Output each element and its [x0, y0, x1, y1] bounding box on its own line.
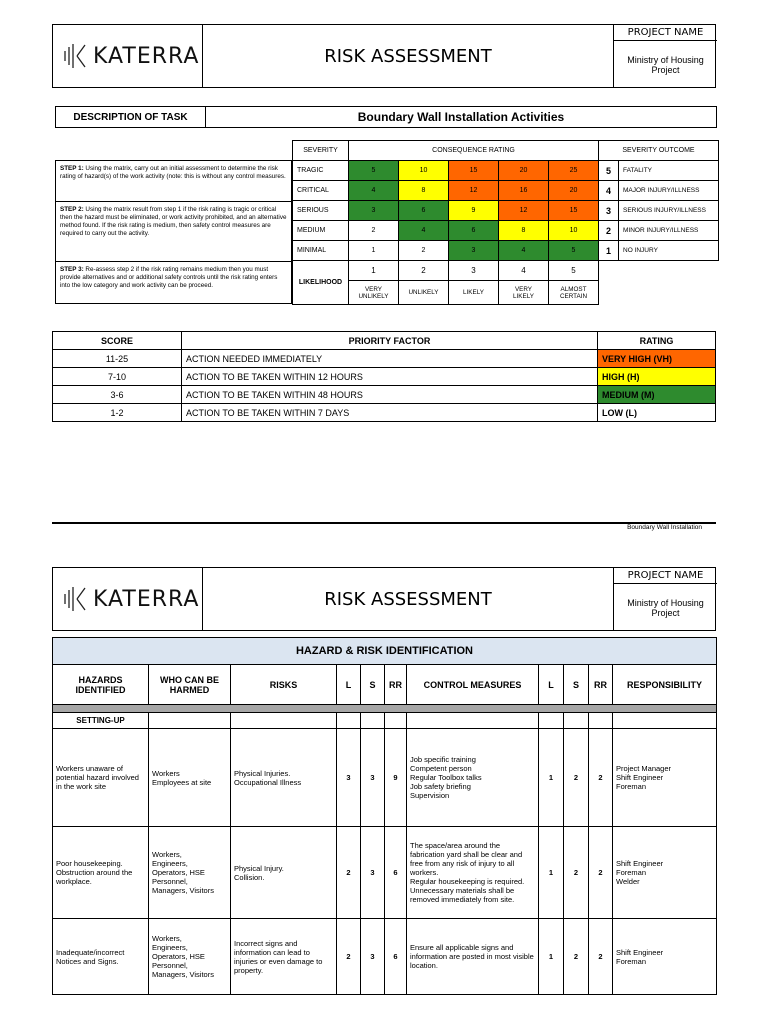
- steps-list: [55, 160, 292, 304]
- likelihood-num: 2: [399, 261, 449, 281]
- score-cell: 1-2: [53, 404, 182, 422]
- step-2-text: Using the matrix result from step 1 if the risk rating is tragic or critical then the hazard must be eliminated, or work activity prohibited, and an alternative method found. If the risk rating is medium, then safety control measures are required to carry out the activity.: [60, 206, 287, 237]
- severity-label: SERIOUS: [293, 201, 349, 221]
- project-name-value: Ministry of Housing Project: [627, 597, 704, 618]
- risks-cell: Physical Injuries. Occupational Illness: [231, 729, 337, 827]
- project-name-box: [613, 25, 717, 87]
- project-name-label: PROJECT NAME: [614, 568, 717, 584]
- page-title: RISK ASSESSMENT: [324, 45, 492, 67]
- matrix-cell: 4: [399, 221, 449, 241]
- matrix-cell: 3: [449, 241, 499, 261]
- logo-text: KATERRA: [93, 586, 200, 612]
- likelihood-word: UNLIKELY: [399, 281, 449, 305]
- hazard-title: HAZARD & RISK IDENTIFICATION: [53, 638, 717, 665]
- rr-cell: 6: [385, 827, 407, 919]
- rating-cell: VERY HIGH (VH): [598, 350, 716, 368]
- severity-label: MEDIUM: [293, 221, 349, 241]
- outcome-num: 5: [599, 161, 619, 181]
- l-cell: 3: [337, 729, 361, 827]
- matrix-cell: 20: [549, 181, 599, 201]
- factor-cell: ACTION TO BE TAKEN WITHIN 7 DAYS: [182, 404, 598, 422]
- project-name-value: Ministry of Housing Project: [627, 54, 704, 75]
- step-2-title: STEP 2:: [60, 206, 84, 213]
- likelihood-label: LIKELIHOOD: [293, 261, 349, 305]
- matrix-cell: 8: [499, 221, 549, 241]
- matrix-cell: 4: [499, 241, 549, 261]
- matrix-cell: 5: [349, 161, 399, 181]
- step-3-title: STEP 3:: [60, 266, 84, 273]
- col-control: CONTROL MEASURES: [407, 665, 539, 705]
- matrix-cell: 2: [349, 221, 399, 241]
- priority-row: [53, 350, 716, 368]
- rating-cell: HIGH (H): [598, 368, 716, 386]
- matrix-body: [293, 161, 719, 261]
- task-label: DESCRIPTION OF TASK: [56, 107, 206, 127]
- empty-cell: [589, 713, 613, 729]
- matrix-cell: 10: [399, 161, 449, 181]
- col-priority: PRIORITY FACTOR: [182, 332, 598, 350]
- matrix-row: [293, 221, 719, 241]
- control-cell: Ensure all applicable signs and information are posted in most visible location.: [407, 919, 539, 995]
- outcome-text: FATALITY: [619, 161, 719, 181]
- s2-cell: 2: [564, 729, 589, 827]
- header-block-2: [52, 567, 716, 631]
- consequence-header: CONSEQUENCE RATING: [349, 141, 599, 161]
- task-value: Boundary Wall Installation Activities: [357, 110, 565, 124]
- hazard-body: [53, 729, 717, 995]
- outcome-text: NO INJURY: [619, 241, 719, 261]
- responsibility-cell: Project Manager Shift Engineer Foreman: [613, 729, 717, 827]
- col-rr2: RR: [589, 665, 613, 705]
- likelihood-word: VERY LIKELY: [499, 281, 549, 305]
- matrix-cell: 15: [449, 161, 499, 181]
- likelihood-word: VERY UNLIKELY: [349, 281, 399, 305]
- outcome-num: 3: [599, 201, 619, 221]
- outcome-text: MAJOR INJURY/ILLNESS: [619, 181, 719, 201]
- rr2-cell: 2: [589, 919, 613, 995]
- company-logo: [53, 568, 203, 630]
- hazard-table: [52, 637, 717, 995]
- col-rr: RR: [385, 665, 407, 705]
- hazard-cell: Workers unaware of potential hazard involved in the work site: [53, 729, 149, 827]
- page-divider: [52, 522, 716, 524]
- table-row: [53, 827, 717, 919]
- grey-divider-row: [53, 705, 717, 713]
- table-row: [53, 729, 717, 827]
- control-cell: The space/area around the fabrication yard shall be clear and free from any risk of injury to all workers. Regular housekeeping is required. Unnecessary materials shall be removed immediately from site.: [407, 827, 539, 919]
- col-risks: RISKS: [231, 665, 337, 705]
- rr-cell: 9: [385, 729, 407, 827]
- matrix-cell: 5: [549, 241, 599, 261]
- col-s: S: [361, 665, 385, 705]
- section-label: SETTING-UP: [53, 713, 149, 729]
- who-cell: Workers, Engineers, Operators, HSE Personnel, Managers, Visitors: [149, 919, 231, 995]
- factor-cell: ACTION NEEDED IMMEDIATELY: [182, 350, 598, 368]
- responsibility-cell: Shift Engineer Foreman: [613, 919, 717, 995]
- rating-cell: MEDIUM (M): [598, 386, 716, 404]
- l-cell: 2: [337, 827, 361, 919]
- control-cell: Job specific training Competent person Regular Toolbox talks Job safety briefing Supervision: [407, 729, 539, 827]
- l-cell: 2: [337, 919, 361, 995]
- who-cell: Workers Employees at site: [149, 729, 231, 827]
- outcome-text: SERIOUS INJURY/ILLNESS: [619, 201, 719, 221]
- page-title: RISK ASSESSMENT: [324, 588, 492, 610]
- matrix-row: [293, 241, 719, 261]
- risk-matrix: [292, 140, 719, 305]
- priority-table: [52, 331, 716, 422]
- outcome-num: 1: [599, 241, 619, 261]
- s-cell: 3: [361, 827, 385, 919]
- step-1-title: STEP 1:: [60, 165, 84, 172]
- col-hazards: HAZARDS IDENTIFIED: [53, 665, 149, 705]
- matrix-row: [293, 181, 719, 201]
- empty-cell: [231, 713, 337, 729]
- grey-divider: [53, 705, 717, 713]
- matrix-cell: 3: [349, 201, 399, 221]
- factor-cell: ACTION TO BE TAKEN WITHIN 48 HOURS: [182, 386, 598, 404]
- severity-label: MINIMAL: [293, 241, 349, 261]
- rr-cell: 6: [385, 919, 407, 995]
- matrix-cell: 25: [549, 161, 599, 181]
- empty-cell: [361, 713, 385, 729]
- col-s2: S: [564, 665, 589, 705]
- factor-cell: ACTION TO BE TAKEN WITHIN 12 HOURS: [182, 368, 598, 386]
- matrix-cell: 12: [449, 181, 499, 201]
- table-row: [53, 919, 717, 995]
- project-name-label: PROJECT NAME: [614, 25, 717, 41]
- empty-cell: [599, 261, 719, 305]
- priority-row: [53, 404, 716, 422]
- s-cell: 3: [361, 919, 385, 995]
- matrix-cell: 20: [499, 161, 549, 181]
- step-2: [55, 202, 292, 262]
- score-cell: 11-25: [53, 350, 182, 368]
- outcome-num: 4: [599, 181, 619, 201]
- col-responsibility: RESPONSIBILITY: [613, 665, 717, 705]
- empty-cell: [564, 713, 589, 729]
- l2-cell: 1: [539, 919, 564, 995]
- l2-cell: 1: [539, 827, 564, 919]
- likelihood-num: 4: [499, 261, 549, 281]
- col-l2: L: [539, 665, 564, 705]
- katerra-mark-icon: [63, 41, 87, 71]
- matrix-cell: 12: [499, 201, 549, 221]
- priority-body: [53, 350, 716, 422]
- l2-cell: 1: [539, 729, 564, 827]
- rating-cell: LOW (L): [598, 404, 716, 422]
- likelihood-num: 5: [549, 261, 599, 281]
- hazard-cell: Inadequate/incorrect Notices and Signs.: [53, 919, 149, 995]
- empty-cell: [539, 713, 564, 729]
- header-block: [52, 24, 716, 88]
- company-logo: [53, 25, 203, 87]
- severity-label: CRITICAL: [293, 181, 349, 201]
- step-3-text: Re-assess step 2 if the risk rating remains medium then you must provide alternatives and or additional safety controls until the risk rating enters into the low category and work activity can be proceed.: [60, 266, 278, 289]
- matrix-cell: 8: [399, 181, 449, 201]
- matrix-cell: 10: [549, 221, 599, 241]
- empty-cell: [613, 713, 717, 729]
- risks-cell: Physical Injury. Collision.: [231, 827, 337, 919]
- empty-cell: [149, 713, 231, 729]
- priority-row: [53, 386, 716, 404]
- step-1-text: Using the matrix, carry out an initial assessment to determine the risk rating of hazard(s) of the work activity (note: this is without any control measures.: [60, 165, 286, 180]
- matrix-cell: 15: [549, 201, 599, 221]
- severity-label: TRAGIC: [293, 161, 349, 181]
- s-cell: 3: [361, 729, 385, 827]
- score-cell: 3-6: [53, 386, 182, 404]
- matrix-cell: 6: [449, 221, 499, 241]
- step-3: [55, 262, 292, 304]
- likelihood-num: 3: [449, 261, 499, 281]
- task-description-row: [55, 106, 717, 128]
- rr2-cell: 2: [589, 827, 613, 919]
- matrix-cell: 1: [349, 241, 399, 261]
- matrix-cell: 4: [349, 181, 399, 201]
- col-score: SCORE: [53, 332, 182, 350]
- outcome-text: MINOR INJURY/ILLNESS: [619, 221, 719, 241]
- hazard-cell: Poor housekeeping. Obstruction around the workplace.: [53, 827, 149, 919]
- s2-cell: 2: [564, 919, 589, 995]
- matrix-cell: 2: [399, 241, 449, 261]
- likelihood-num: 1: [349, 261, 399, 281]
- matrix-cell: 16: [499, 181, 549, 201]
- matrix-row: [293, 161, 719, 181]
- score-cell: 7-10: [53, 368, 182, 386]
- empty-cell: [385, 713, 407, 729]
- outcome-num: 2: [599, 221, 619, 241]
- matrix-row: [293, 201, 719, 221]
- col-l: L: [337, 665, 361, 705]
- step-1: [55, 160, 292, 202]
- s2-cell: 2: [564, 827, 589, 919]
- risks-cell: Incorrect signs and information can lead to injuries or even damage to property.: [231, 919, 337, 995]
- katerra-mark-icon: [63, 584, 87, 614]
- footer-text: Boundary Wall Installation: [627, 524, 702, 531]
- matrix-cell: 6: [399, 201, 449, 221]
- who-cell: Workers, Engineers, Operators, HSE Personnel, Managers, Visitors: [149, 827, 231, 919]
- empty-cell: [337, 713, 361, 729]
- col-who: WHO CAN BE HARMED: [149, 665, 231, 705]
- priority-row: [53, 368, 716, 386]
- project-name-box: [613, 568, 717, 630]
- matrix-cell: 9: [449, 201, 499, 221]
- likelihood-word: ALMOST CERTAIN: [549, 281, 599, 305]
- col-rating: RATING: [598, 332, 716, 350]
- logo-text: KATERRA: [93, 43, 200, 69]
- empty-cell: [407, 713, 539, 729]
- outcome-header: SEVERITY OUTCOME: [599, 141, 719, 161]
- likelihood-word: LIKELY: [449, 281, 499, 305]
- responsibility-cell: Shift Engineer Foreman Welder: [613, 827, 717, 919]
- rr2-cell: 2: [589, 729, 613, 827]
- severity-header: SEVERITY: [293, 141, 349, 161]
